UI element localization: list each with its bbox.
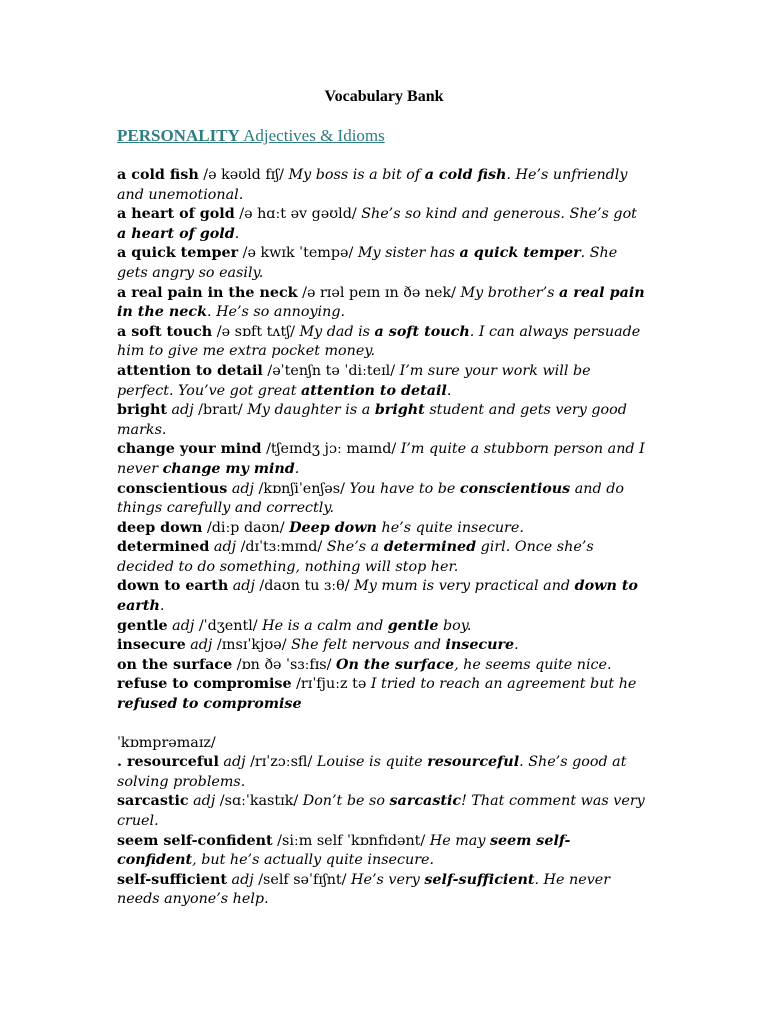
vocab-entry [117, 244, 649, 283]
vocab-entry [117, 656, 649, 676]
term-headword: gentle [117, 617, 168, 634]
term-headword: insecure [117, 637, 186, 654]
vocab-entry [117, 323, 649, 362]
part-of-speech: adj [166, 402, 194, 419]
example-text: My sister has [357, 245, 460, 262]
example-highlight: conscientious [459, 480, 571, 497]
example-text: He is a calm and [262, 617, 388, 634]
example-text: He may [429, 832, 490, 849]
section-heading-caps: PERSONALITY [117, 126, 240, 145]
example-text: Louise is quite [316, 754, 428, 771]
example-text: student and gets very good marks. [117, 402, 627, 438]
term-headword: determined [117, 539, 210, 556]
term-headword: seem self-confident [117, 832, 273, 849]
example-text: I tried to reach an agreement but he [370, 676, 637, 693]
pronunciation: /sɑːˈkastɪk/ [215, 793, 303, 810]
part-of-speech: adj [167, 617, 195, 634]
example-highlight: insecure [445, 637, 515, 654]
example-highlight: a cold fish [424, 167, 507, 183]
example-text: girl. Once she’s decided to do something, nothing will stop her. [117, 539, 594, 575]
term-headword: refuse to compromise [117, 676, 292, 693]
example-text: I’m quite a stubborn person and I never [117, 441, 645, 477]
example-text: . He’s unfriendly and unemotional. [117, 167, 628, 203]
term-headword: on the surface [117, 656, 233, 673]
example-highlight: a soft touch [374, 323, 470, 340]
pronunciation: /ə kəʊld fɪʃ/ [198, 167, 289, 183]
term-headword: a real pain in the neck [117, 284, 298, 301]
example-highlight: seem self-confident [117, 832, 571, 869]
pronunciation: /siːm self ˈkɒnfɪdənt/ [272, 832, 430, 849]
example-text: ! That comment was very cruel. [117, 793, 645, 829]
example-text: I’m sure your work will be perfect. You’ve got great [117, 362, 591, 399]
pronunciation: /tʃeɪndʒ jɔː maɪnd/ [261, 441, 401, 458]
pronunciation: /əˈtenʃn tə ˈdiːteɪl/ [262, 362, 400, 379]
example-highlight: change my mind [162, 460, 295, 477]
term-headword: deep down [117, 519, 203, 536]
pronunciation: /ɪnsɪˈkjʊə/ [212, 637, 292, 654]
term-headword: conscientious [117, 480, 228, 497]
example-text: . [234, 225, 240, 242]
example-text: . [446, 382, 452, 399]
pronunciation: /self səˈfɪʃnt/ [253, 871, 352, 888]
example-text: . [159, 598, 165, 615]
vocab-entry [117, 362, 649, 401]
example-text: , he seems quite nice. [454, 656, 612, 673]
part-of-speech: adj [228, 578, 255, 595]
vocab-entry [117, 753, 649, 792]
example-sentence [262, 618, 471, 634]
example-text: . He’s so annoying. [206, 304, 346, 321]
term-headword: . resourceful [117, 754, 219, 771]
part-of-speech: adj [227, 480, 254, 497]
pronunciation: /ə sɒft tʌtʃ/ [212, 323, 300, 340]
vocab-entry [117, 675, 649, 714]
part-of-speech: adj [209, 539, 237, 556]
vocab-entry [117, 832, 649, 871]
example-text: . He never needs anyone’s help. [117, 871, 611, 908]
example-text: She’s a [326, 539, 384, 556]
vocab-entry [117, 871, 649, 910]
vocab-entry [117, 205, 649, 244]
example-text: and do things carefully and correctly. [117, 480, 624, 517]
example-text: he’s quite insecure. [376, 519, 524, 536]
term-headword: sarcastic [117, 793, 189, 810]
example-highlight: resourceful [427, 754, 520, 771]
vocab-entry [117, 577, 649, 616]
section-heading-rest: Adjectives & Idioms [239, 126, 385, 145]
example-sentence [289, 520, 524, 536]
pronunciation: /ə rɪəl peɪn ɪn ðə nek/ [297, 284, 461, 301]
example-text: My brother’s [460, 284, 560, 301]
example-text: . She’s good at solving problems. [117, 754, 627, 790]
example-highlight: down to earth [117, 578, 638, 615]
term-headword: a heart of gold [117, 206, 235, 223]
part-of-speech: adj [227, 871, 254, 888]
example-sentence [291, 637, 519, 653]
pronunciation: /ə hɑːt əv gəʊld/ [234, 206, 362, 223]
example-text: , but he’s actually quite insecure. [192, 852, 435, 869]
example-highlight: sarcastic [389, 793, 462, 810]
pronunciation: /ə kwɪk ˈtempə/ [238, 245, 358, 262]
vocab-entry [117, 792, 649, 831]
pronunciation: /rɪˈfjuːz tə [291, 676, 371, 693]
term-headword: a cold fish [117, 167, 199, 183]
example-text: You have to be [349, 480, 460, 497]
pronunciation: /braɪt/ [193, 402, 248, 419]
vocab-entry [117, 519, 649, 539]
term-headword: change your mind [117, 441, 262, 458]
example-highlight: attention to detail [301, 382, 447, 399]
term-headword: down to earth [117, 578, 229, 595]
example-text: Don’t be so [302, 793, 390, 810]
example-highlight: On the surface [335, 656, 455, 673]
example-text: My daughter is a [247, 402, 375, 419]
pronunciation: /ˈdʒentl/ [194, 617, 263, 634]
vocab-entry [117, 166, 649, 205]
vocab-entry [117, 480, 649, 519]
example-sentence [336, 657, 612, 673]
example-text: My boss is a bit of [288, 167, 425, 183]
example-highlight: a heart of gold [117, 225, 235, 242]
example-highlight: a quick temper [459, 245, 581, 262]
orphan-ipa: ˈkɒmprəmaɪz/ [117, 734, 216, 751]
section-heading [117, 126, 385, 146]
vocab-entry [117, 636, 649, 656]
example-highlight: refused to compromise [117, 696, 302, 713]
part-of-speech: adj [218, 754, 246, 771]
term-headword: a soft touch [117, 323, 213, 340]
part-of-speech: adj [185, 637, 213, 654]
example-text: My dad is [299, 323, 375, 340]
example-text: She felt nervous and [291, 637, 446, 654]
example-text: . [294, 460, 300, 477]
example-highlight: gentle [387, 617, 439, 634]
example-text: He’s very [351, 871, 425, 888]
term-headword: bright [117, 402, 167, 419]
vocab-entry [117, 284, 649, 323]
term-headword: a quick temper [117, 245, 239, 262]
example-text: . She gets angry so easily. [117, 245, 618, 281]
example-text: . I can always persuade him to give me extra pocket money. [117, 323, 641, 360]
pronunciation: /kɒnʃiˈenʃəs/ [253, 480, 350, 497]
example-highlight: self-sufficient [424, 871, 535, 888]
example-text: She’s so kind and generous. She’s got [361, 206, 637, 223]
term-headword: self-sufficient [117, 871, 227, 888]
example-text: boy. [438, 617, 472, 634]
vocab-entry [117, 538, 649, 577]
example-highlight: determined [383, 539, 477, 556]
vocab-entry [117, 617, 649, 637]
vocabulary-list [117, 166, 649, 910]
page-title: Vocabulary Bank [324, 88, 444, 105]
part-of-speech: adj [188, 793, 216, 810]
pronunciation: /daʊn tu ɜːθ/ [254, 578, 355, 595]
pronunciation: /dɪˈtɜːmɪnd/ [236, 539, 327, 556]
example-highlight: bright [374, 402, 425, 419]
term-headword: attention to detail [117, 362, 263, 379]
example-text: . [514, 637, 519, 654]
pronunciation: /diːp daʊn/ [202, 519, 290, 536]
pronunciation: /ɒn ðə ˈsɜːfɪs/ [232, 656, 336, 673]
example-highlight: a real pain in the neck [117, 284, 645, 321]
pronunciation: /rɪˈzɔːsfl/ [245, 754, 317, 771]
vocab-entry [117, 440, 649, 479]
vocab-entry [117, 401, 649, 440]
example-text: My mum is very practical and [354, 578, 575, 595]
example-highlight: Deep down [289, 519, 377, 536]
